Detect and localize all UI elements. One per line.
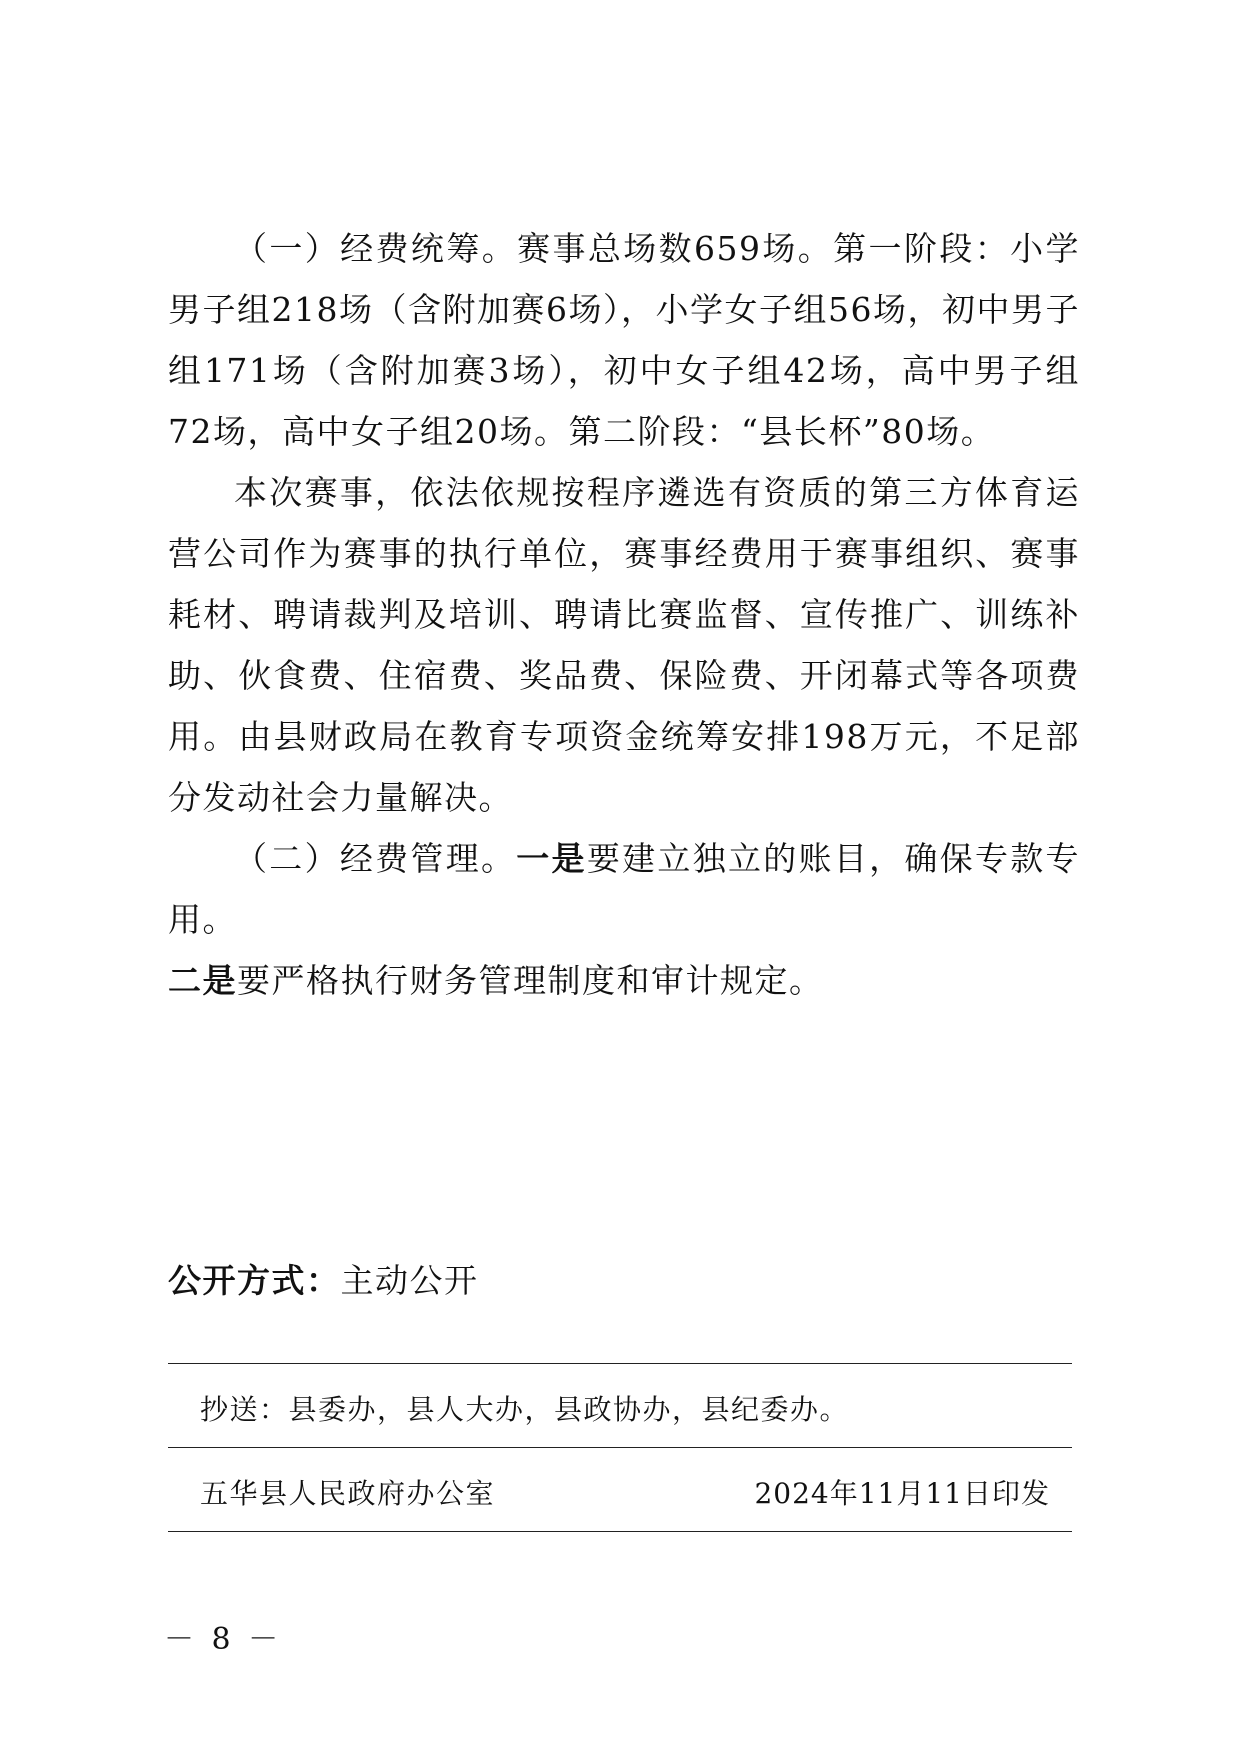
point-2-label: 二是: [168, 961, 237, 1000]
disclosure-label: 公开方式：: [168, 1261, 341, 1300]
disclosure-line: [168, 1255, 479, 1302]
point-1-text: 要建立独立的账目，确保专款专用。: [168, 839, 1081, 939]
document-body: [168, 218, 1080, 1011]
point-2-text: 要严格执行财务管理制度和审计规定。: [237, 961, 824, 1000]
issue-date: 2024年11月11日印发: [754, 1477, 1050, 1510]
disclosure-value: 主动公开: [340, 1261, 479, 1300]
paragraph-funding-usage: 本次赛事，依法依规按程序遴选有资质的第三方体育运营公司作为赛事的执行单位，赛事经费用于赛事组织、赛事耗材、聘请裁判及培训、聘请比赛监督、宣传推广、训练补助、伙食费、住宿费、奖品费、保险费、开闭幕式等各项费用。由县财政局在教育专项资金统筹安排198万元，不足部分发动社会力量解决。: [168, 473, 1080, 817]
paragraph-funding-overview: （一）经费统筹。赛事总场数659场。第一阶段：小学男子组218场（含附加赛6场），小学女子组56场，初中男子组171场（含附加赛3场），初中女子组42场，高中男子组72场，高中女子组20场。第二阶段：“县长杯”80场。: [168, 229, 1080, 451]
divider-middle: [168, 1447, 1072, 1448]
divider-bottom: [168, 1531, 1072, 1532]
point-1-label: 一是: [516, 839, 587, 878]
paragraph-funding-management: [168, 828, 1080, 1011]
funding-management-heading: （二）经费管理。: [234, 839, 517, 878]
cc-recipients: 抄送：县委办，县人大办，县政协办，县纪委办。: [200, 1393, 850, 1426]
divider-top: [168, 1363, 1072, 1364]
page-number: － 8 －: [164, 1622, 283, 1657]
issuing-office: 五华县人民政府办公室: [200, 1477, 496, 1510]
